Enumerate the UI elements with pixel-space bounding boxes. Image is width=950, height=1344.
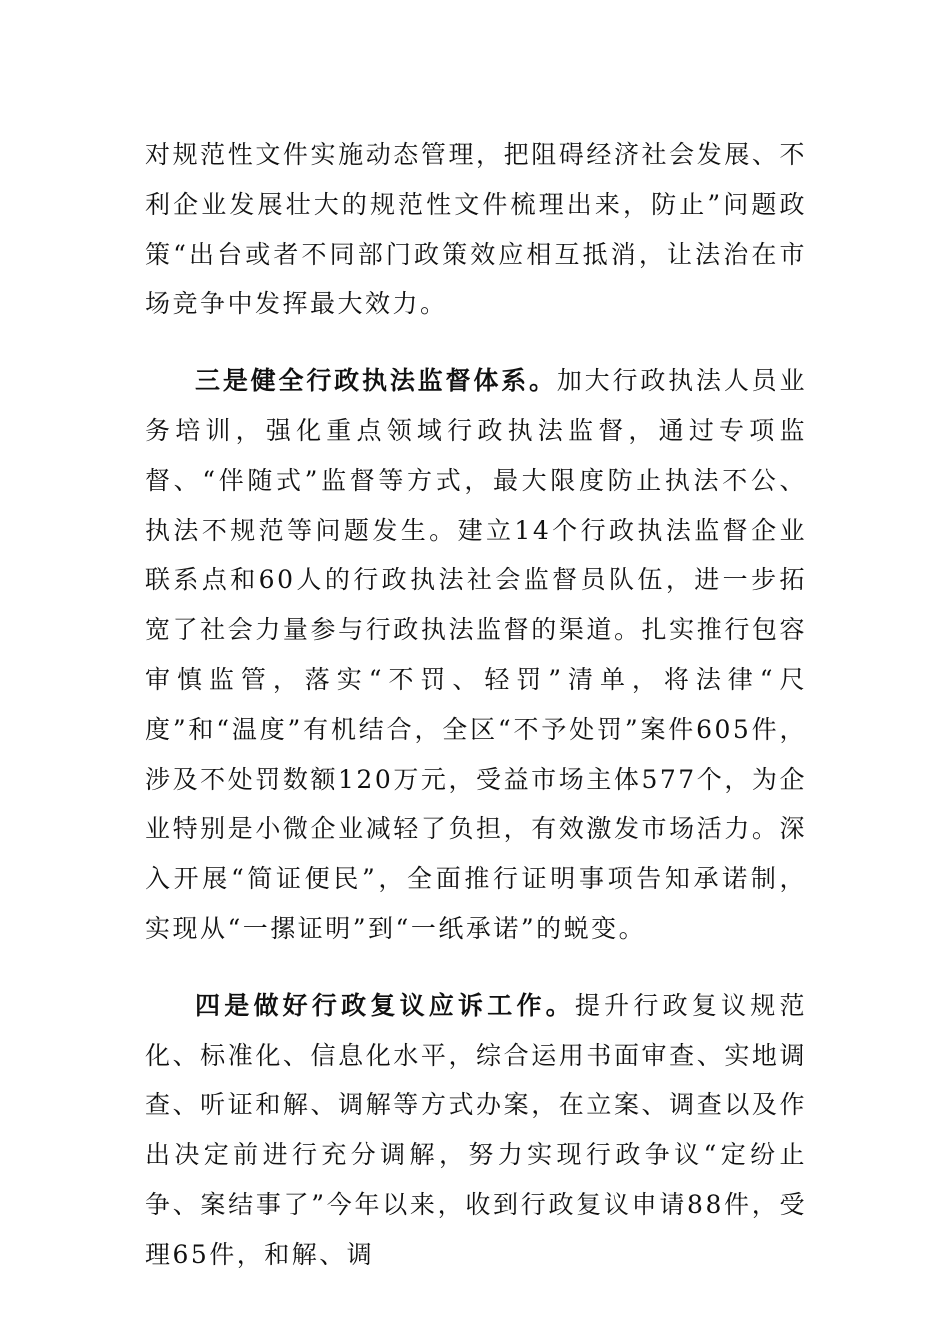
paragraph-body: 提升行政复议规范化、标准化、信息化水平，综合运用书面审查、实地调查、听证和解、调解等方式办案，在立案、调查以及作出决定前进行充分调解，努力实现行政争议“定纷止争、案结事了”今年以来，收到行政复议申请88件，受理65件，和解、调 — [145, 990, 807, 1269]
paragraph-section-four — [145, 981, 807, 1280]
document-page — [145, 130, 807, 1280]
section-heading: 三是健全行政执法监督体系。 — [195, 366, 557, 396]
paragraph-body: 加大行政执法人员业务培训，强化重点领域行政执法监督，通过专项监督、“伴随式”监督等方式，最大限度防止执法不公、执法不规范等问题发生。建立14个行政执法监督企业联系点和60人的行政执法社会监督员队伍，进一步拓宽了社会力量参与行政执法监督的渠道。扎实推行包容审慎监管，落实“不罚、轻罚”清单，将法律“尺度”和“温度”有机结合，全区“不予处罚”案件605件，涉及不处罚数额120万元，受益市场主体577个，为企业特别是小微企业减轻了负担，有效激发市场活力。深入开展“简证便民”，全面推行证明事项告知承诺制，实现从“一摞证明”到“一纸承诺”的蜕变。 — [145, 366, 807, 943]
paragraph-section-three — [145, 356, 807, 954]
paragraph-continuation — [145, 130, 807, 329]
paragraph-body: 对规范性文件实施动态管理，把阻碍经济社会发展、不利企业发展壮大的规范性文件梳理出来，防止”问题政策“出台或者不同部门政策效应相互抵消，让法治在市场竞争中发挥最大效力。 — [145, 140, 807, 319]
section-heading: 四是做好行政复议应诉工作。 — [195, 990, 575, 1020]
